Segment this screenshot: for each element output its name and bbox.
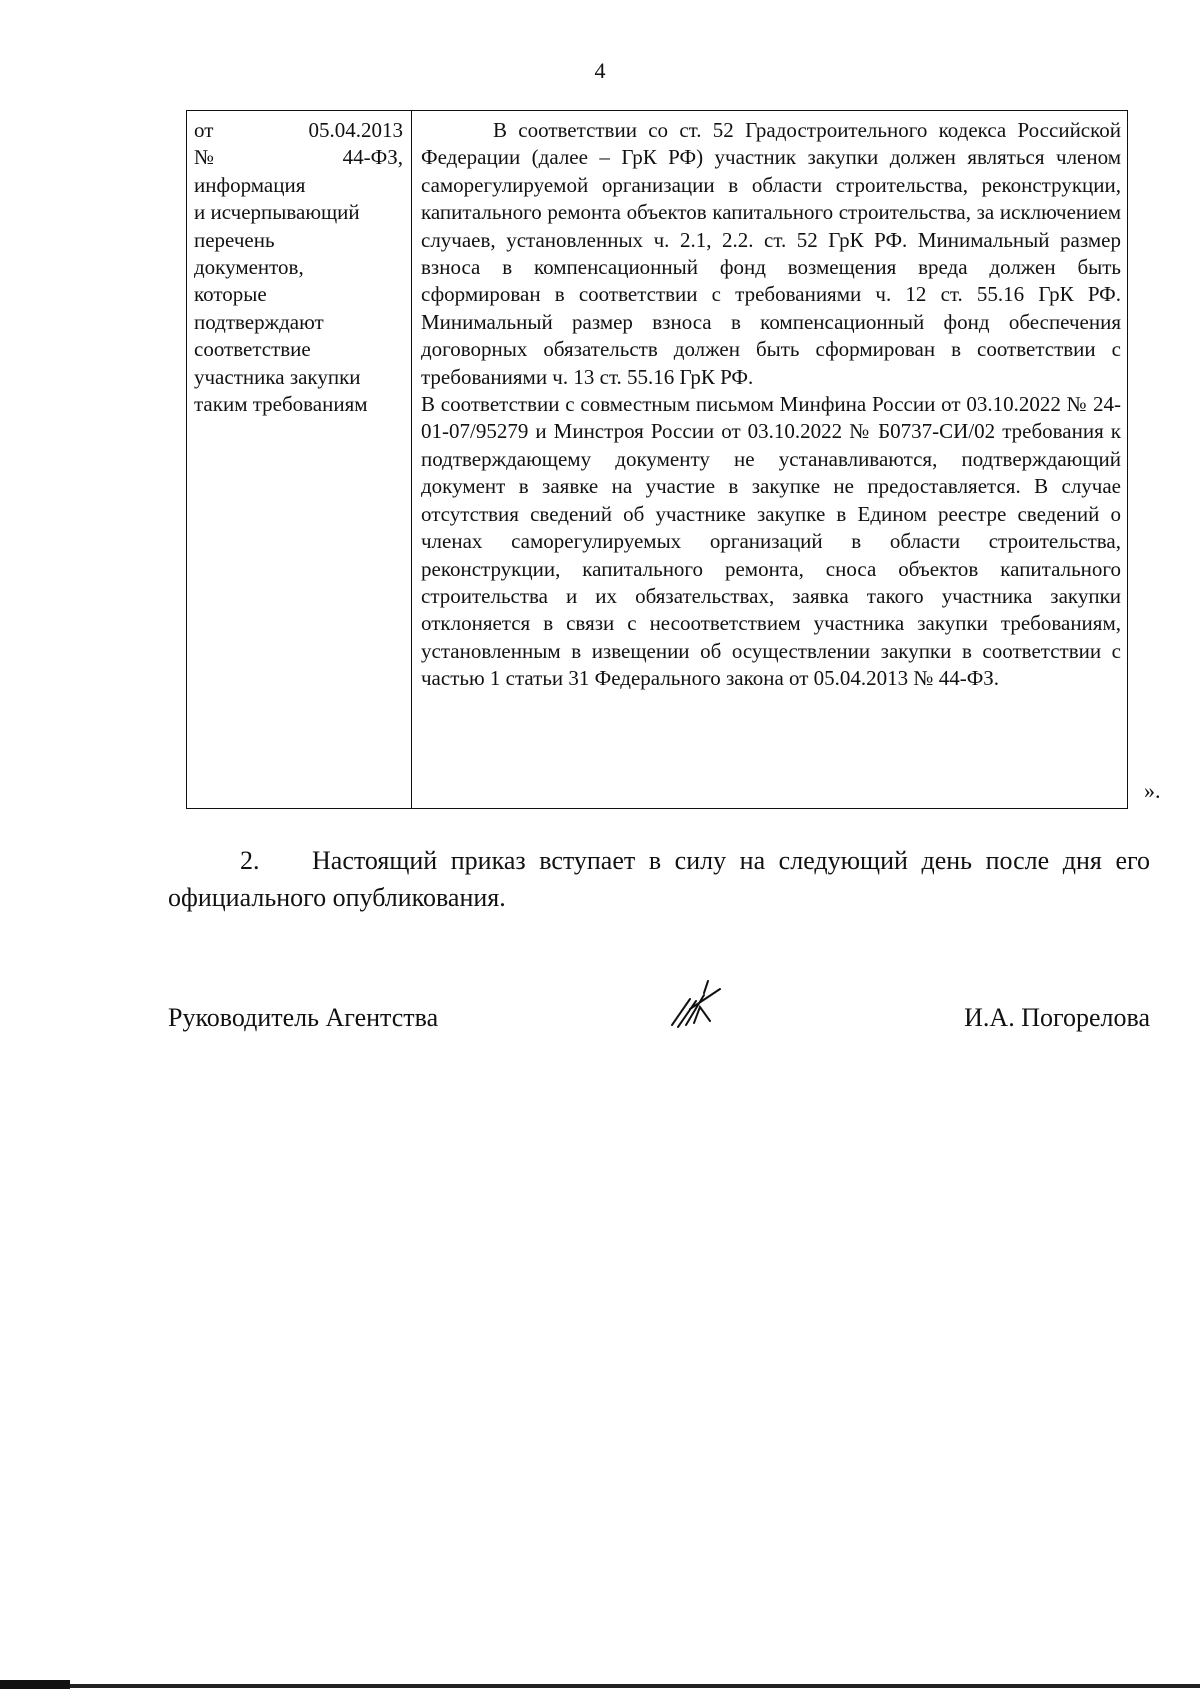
scan-bottom-edge-mark [0,1680,70,1689]
left-cell-line: документов, [194,255,304,280]
right-cell-paragraph: В соответствии с совместным письмом Минфина России от 03.10.2022 № 24-01-07/95279 и Минстроя России от 03.10.2022 № Б0737-СИ/02 требования к подтверждающему документу не устанавливаются, подтверждающий документ в заявке на участие в закупке не предоставляется. В случае отсутствия сведений об участнике закупке в Едином реестре сведений о членах саморегулируемых организаций в области строительства, реконструкции, капитального ремонта, сноса объектов капитального строительства и их обязательствах, заявка такого участника закупки отклоняется в связи с несоответствием участника закупки требованиям, установленным в извещении об осуществлении закупки в соответствии с частью 1 статьи 31 Федерального закона от 05.04.2013 № 44-ФЗ. [421,392,1121,691]
left-cell-line: информация [194,172,306,197]
clause-number: 2. [240,846,260,875]
left-cell-line: которые [194,282,267,307]
signature-block [168,1003,1150,1043]
handwritten-signature [664,979,724,1035]
signer-name: И.А. Погорелова [964,1003,1150,1032]
table-right-cell [412,111,1127,808]
requirements-table [186,110,1128,809]
closing-quote: ». [1144,778,1161,803]
left-cell-line: и исчерпывающий [194,200,360,225]
left-cell-line: перечень [194,227,275,252]
left-cell-line: № 44-ФЗ, [194,145,403,170]
left-cell-line: соответствие [194,337,311,362]
scan-bottom-edge [0,1684,1200,1688]
right-cell-paragraph: В соответствии со ст. 52 Градостроительного кодекса Российской Федерации (далее – ГрК РФ) участник закупки должен являться членом саморегулируемой организации в области строительства, реконструкции, капитального ремонта объектов капитального строительства, за исключением случаев, установленных ч. 2.1, 2.2. ст. 52 ГрК РФ. Минимальный размер взноса в компенсационный фонд возмещения вреда должен быть сформирован в соответствии с требованиями ч. 12 ст. 55.16 ГрК РФ. Минимальный размер взноса в компенсационный фонд обеспечения договорных обязательств должен быть сформирован в соответствии с требованиями ч. 13 ст. 55.16 ГрК РФ. [421,118,1121,389]
clause-text: Настоящий приказ вступает в силу на следующий день после дня его официального опубликования. [168,846,1150,912]
clause-paragraph [168,842,1150,916]
left-cell-line: от 05.04.2013 [194,118,403,142]
table-left-cell [187,111,412,808]
left-cell-line: таким требованиям [194,392,368,417]
left-cell-line: подтверждают [194,309,324,334]
page-number: 4 [594,58,606,83]
signer-title: Руководитель Агентства [168,1003,439,1032]
left-cell-line: участника закупки [194,364,361,389]
